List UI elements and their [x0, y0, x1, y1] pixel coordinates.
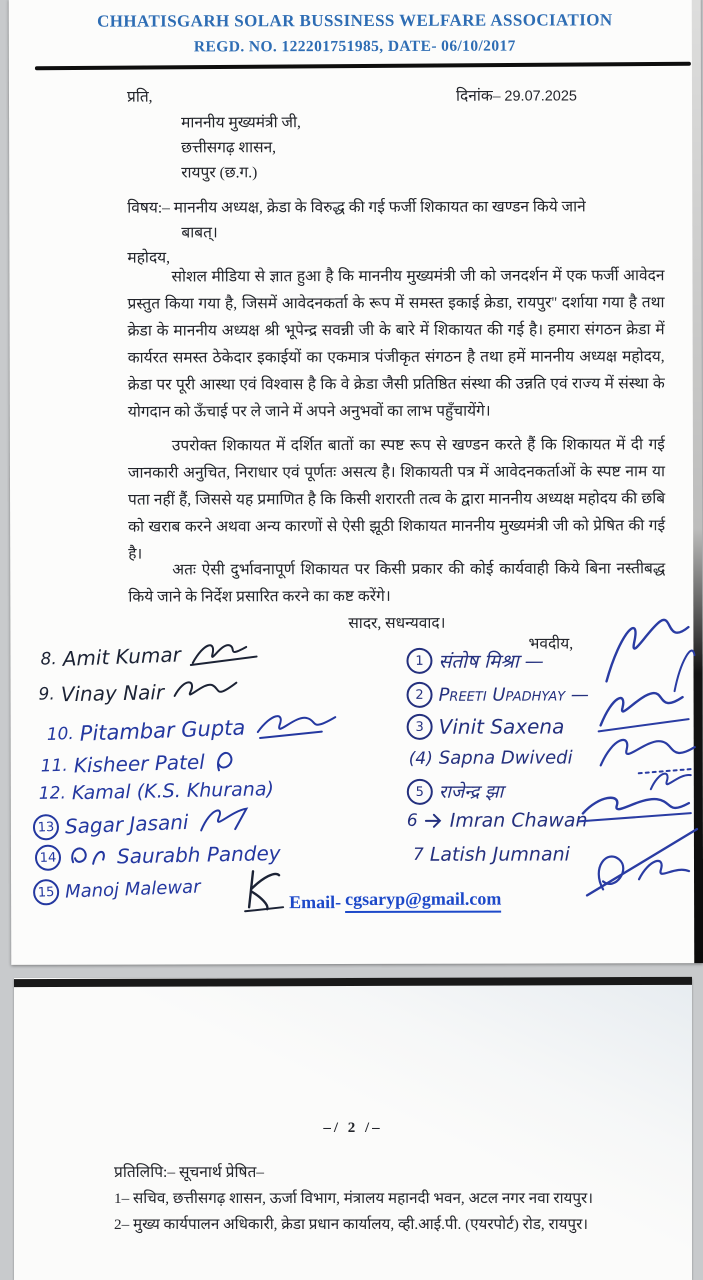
date-label: दिनांक– — [455, 87, 501, 105]
signature-name: Amit Kumar — [62, 642, 182, 671]
signature-row — [38, 674, 250, 710]
email-label: Email- — [289, 892, 342, 913]
date-value: 29.07.2025 — [504, 88, 577, 105]
signature-row — [409, 747, 573, 768]
signature-mark — [243, 867, 285, 913]
to-label: प्रति, — [126, 88, 153, 106]
signature-row — [406, 648, 543, 674]
arrow-mark-icon — [424, 813, 444, 829]
signature-row — [407, 681, 589, 707]
signature-name: Kamal (K.S. Khurana) — [71, 778, 275, 805]
signature-number: 5 — [407, 779, 433, 805]
signature-name: Pitambar Gupta — [79, 715, 246, 746]
closing-yours: भवदीय, — [528, 635, 574, 653]
address-line: रायपुर (छ.ग.) — [181, 164, 258, 182]
signature-name: Sagar Jasani — [64, 809, 189, 839]
signature-name: Saurabh Pandey — [116, 841, 281, 869]
body-paragraph-2: उपरोक्त शिकायत में दर्शित बातों का स्पष्ट रूप से खण्डन करते हैं कि शिकायत में दी गई जानकारी अनुचित, निराधार एवं पूर्णतः असत्य है। शिकायती पत्र में आवेदनकर्ताओं के स्पष्ट नाम या पता नहीं हैं, जिससे यह प्रमाणित है कि किसी शरारती तत्व के द्वारा माननीय अध्यक्ष महोदय की छबि को खराब करने अथवा अन्य कारणों से ऐसी झूठी शिकायत माननीय मुख्यमंत्री जी को प्रेषित की गई है। — [127, 436, 666, 563]
signature-number: 8. — [40, 649, 58, 670]
letter-page-2 — [14, 978, 692, 1280]
signature-number: 9. — [38, 684, 56, 705]
date-line — [456, 83, 577, 109]
association-name: CHHATISGARH SOLAR BUSSINESS WELFARE ASSOCIATION — [97, 10, 613, 31]
signature-number: 7 — [412, 844, 424, 865]
signature-name: संतोष मिश्रा — — [438, 650, 544, 673]
subject-line-1: विषय:– माननीय अध्यक्ष, क्रेडा के विरुद्ध की गई फर्जी शिकायत का खण्डन किये जाने — [127, 198, 586, 217]
signature-mark — [596, 611, 700, 695]
signature-name: Kisheer Patel — [73, 749, 206, 778]
cc-heading: प्रतिलिपि:– सूचनार्थ प्रेषित– — [114, 1164, 265, 1181]
cc-item-2: 2– मुख्य कार्यपालन अधिकारी, क्रेडा प्रधान कार्यालय, व्ही.आई.पी. (एयरपोर्ट) रोड, रायपुर। — [114, 1216, 589, 1233]
signature-mark — [186, 636, 261, 669]
signature-number: 2 — [407, 682, 433, 708]
signature-mark — [251, 707, 342, 744]
signature-mark — [579, 819, 703, 903]
body-paragraph-1: सोशल मीडिया से ज्ञात हुआ है कि माननीय मुख्यमंत्री जी को जनदर्शन में एक फर्जी आवेदन प्रस्तुत किया गया है, जिसमें आवेदनकर्ता के रूप में समस्त इकाई क्रेडा, रायपुर'' दर्शाया गया है तथा क्रेडा के माननीय अध्यक्ष श्री भूपेन्द्र सवन्नी जी के बारे में शिकायत की गई है। हमारा संगठन क्रेडा में कार्यरत समस्त ठेकेदार इकाईयों का एकमात्र पंजीकृत संगठन है तथा हमें माननीय अध्यक्ष महोदय, क्रेडा पर पूरी आस्था एवं विश्वास है कि वे क्रेडा जैसी प्रतिष्ठित संस्था की उन्नति एवं राज्य में संस्था के योगदान को ऊँचाई पर ले जाने में अपने अनुभवों का लाभ पहुँचायेंगे। — [127, 267, 665, 421]
signature-mark — [67, 841, 112, 872]
body-paragraph-3: अतः ऐसी दुर्भावनापूर्ण शिकायत पर किसी प्रकार की कोई कार्यवाही किये बिना नस्तीबद्ध किये जाने के निर्देश प्रसारित करने का कष्ट करेंगे। — [128, 560, 666, 606]
signature-number: 1 — [406, 648, 432, 674]
signature-row — [46, 707, 342, 752]
signature-name: Manoj Malewar — [64, 875, 201, 903]
signature-name: Preeti Upadhyay — — [438, 683, 589, 706]
signature-row — [33, 873, 201, 905]
signature-name: राजेन्द्र झा — [438, 781, 504, 803]
cc-item-1: 1– सचिव, छत्तीसगढ़ शासन, ऊर्जा विभाग, मंत्रालय महानदी भवन, अटल नगर नवा रायपुर। — [114, 1190, 593, 1207]
signature-number: 6 — [406, 810, 418, 831]
page-number: –/ 2 /– — [323, 1120, 383, 1136]
signature-row — [413, 843, 570, 865]
signature-name: Vinit Saxena — [438, 714, 565, 739]
signature-row — [407, 779, 504, 805]
signature-number: 15 — [33, 879, 60, 906]
signature-row — [39, 778, 274, 805]
signature-number: 13 — [32, 814, 59, 841]
closing-regards: सादर, सधन्यवाद। — [348, 614, 446, 633]
signature-row — [40, 636, 261, 674]
signature-name: Vinay Nair — [60, 680, 165, 707]
address-line: माननीय मुख्यमंत्री जी, — [181, 114, 301, 132]
scan-fold-edge — [14, 977, 692, 987]
registration-line: REGD. NO. 122201751985, DATE- 06/10/2017 — [193, 37, 516, 56]
signature-row — [407, 713, 565, 739]
salutation: महोदय, — [127, 249, 171, 267]
signature-row — [40, 746, 241, 782]
signature-number: 14 — [35, 844, 62, 871]
signature-number: (4) — [408, 748, 433, 769]
signature-name: Latish Jumnani — [429, 843, 570, 866]
signature-mark — [210, 746, 241, 777]
signature-row — [407, 809, 588, 831]
signature-name: Sapna Dwivedi — [438, 747, 573, 769]
address-line: छत्तीसगढ़ शासन, — [181, 139, 277, 157]
email-line — [243, 867, 501, 914]
signature-mark — [170, 674, 251, 708]
signature-number: 10. — [46, 723, 75, 745]
letter-page-1 — [9, 0, 703, 965]
signature-number: 12. — [38, 783, 67, 804]
signature-name: Imran Chawan — [449, 809, 588, 832]
email-address: cgsaryp@gmail.com — [345, 889, 501, 913]
signature-number: 11. — [40, 755, 69, 777]
signature-mark — [194, 802, 255, 838]
header-divider — [35, 62, 691, 71]
signature-number: 3 — [407, 714, 433, 740]
subject-line-2: बाबत्‌। — [181, 224, 218, 242]
